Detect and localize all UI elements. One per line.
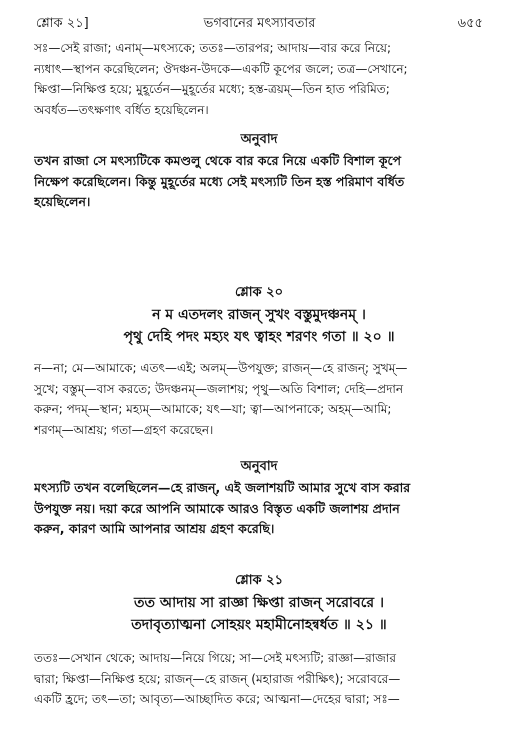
synonyms-20 bbox=[34, 358, 484, 440]
synonym-line: সঃ—সেই রাজা; এনাম্—মৎস্যকে; ততঃ—তারপর; আদায়—বার করে নিয়ে; bbox=[34, 41, 392, 55]
synonym-line: ক্ষিপ্তা—নিক্ষিপ্ত হয়ে; মুহূর্তেন—মুহূর্তের মধ্যে; হস্ত-ত্রয়ম্—তিন হাত পরিমিত; bbox=[34, 82, 390, 96]
translation-line: নিক্ষেপ করেছিলেন। কিন্তু মুহূর্তের মধ্যে সেই মৎস্যটি তিন হস্ত পরিমাণ বর্ধিত bbox=[34, 173, 405, 189]
verse-line: তত আদায় সা রাজ্ঞা ক্ষিপ্তা রাজন্ সরোবরে । bbox=[134, 595, 384, 611]
verse-line: পৃথু দেহি পদং মহ্যং যৎ ত্বাহং শরণং গতা ॥ ২০ ॥ bbox=[123, 329, 395, 345]
synonym-line: অবর্ধত—তৎক্ষণাৎ বর্ধিত হয়েছিলেন। bbox=[34, 102, 209, 117]
translation-line: হয়েছিলেন। bbox=[34, 194, 91, 209]
verse-heading: শ্লোক ২১ bbox=[234, 573, 284, 588]
synonym-line: শরণম্—আশ্রয়; গতা—গ্রহণ করেছেন। bbox=[34, 422, 214, 437]
verse-20 bbox=[34, 282, 484, 348]
translation-heading: অনুবাদ bbox=[240, 132, 278, 147]
synonym-line: একটি হ্রদে; তৎ—তা; আবৃত্য—আচ্ছাদিত করে; আত্মনা—দেহের দ্বারা; সঃ— bbox=[34, 692, 400, 706]
synonym-line: ন্যধাৎ—স্থাপন করেছিলেন; ঔদঞ্চন-উদকে—একটি কূপের জলে; তত্র—সেখানে; bbox=[34, 61, 408, 76]
verse-line: তদাবৃত্যাত্মনা সোহয়ং মহামীনোহন্বৰ্ধত ॥ ২১ ॥ bbox=[131, 617, 387, 633]
header-verse-ref: শ্লোক ২১] bbox=[36, 16, 89, 31]
translation-section-1 bbox=[34, 129, 484, 213]
synonym-line: সুখে; বস্তুম্—বাস করতে; উদঞ্চনম্—জলাশয়; পৃথু—অতি বিশাল; দেহি—প্রদান bbox=[34, 381, 404, 396]
translation-line: করুন, কারণ আমি আপনার আশ্রয় গ্রহণ করেছি। bbox=[34, 521, 275, 536]
synonym-line: ন—না; মে—আমাকে; এতৎ—এই; অলম্—উপযুক্ত; রাজন্—হে রাজন্; সুখম্— bbox=[34, 361, 408, 375]
translation-line: মৎস্যটি তখন বলেছিলেন—হে রাজন্, এই জলাশয়টি আমার সুখে বাস করার bbox=[34, 480, 411, 495]
synonym-line: দ্বারা; ক্ষিপ্তা—নিক্ষিপ্ত হয়ে; রাজন্—হে রাজন্ (মহারাজ পরীক্ষিৎ); সরোবরে— bbox=[34, 671, 401, 686]
verse-line: ন ম এতদলং রাজন্ সুখং বস্তুমুদঞ্চনম্ । bbox=[152, 307, 366, 323]
translation-section-2 bbox=[34, 456, 484, 540]
translation-line: উপযুক্ত নয়। দয়া করে আপনি আমাকে আরও বিস্তৃত একটি জলাশয় প্রদান bbox=[34, 500, 400, 516]
verse-heading: শ্লোক ২০ bbox=[234, 285, 284, 300]
synonyms-top bbox=[34, 38, 484, 120]
synonym-line: ততঃ—সেখান থেকে; আদায়—নিয়ে গিয়ে; সা—সেই মৎস্যটি; রাজ্ঞা—রাজার bbox=[34, 651, 396, 665]
header-page-number: ৬৫৫ bbox=[457, 16, 483, 31]
translation-heading: অনুবাদ bbox=[240, 459, 278, 474]
translation-line: তখন রাজা সে মৎস্যটিকে কমণ্ডলু থেকে বার করে নিয়ে একটি বিশাল কূপে bbox=[34, 153, 402, 168]
header-chapter-title: ভগবানের মৎস্যাবতার bbox=[203, 16, 316, 31]
synonym-line: করুন; পদম্—স্থান; মহ্যম্—আমাকে; যৎ—যা; ত্বা—আপনাকে; অহম্—আমি; bbox=[34, 402, 392, 416]
page-header bbox=[36, 14, 483, 34]
synonyms-21 bbox=[34, 648, 484, 710]
verse-21 bbox=[34, 570, 484, 636]
